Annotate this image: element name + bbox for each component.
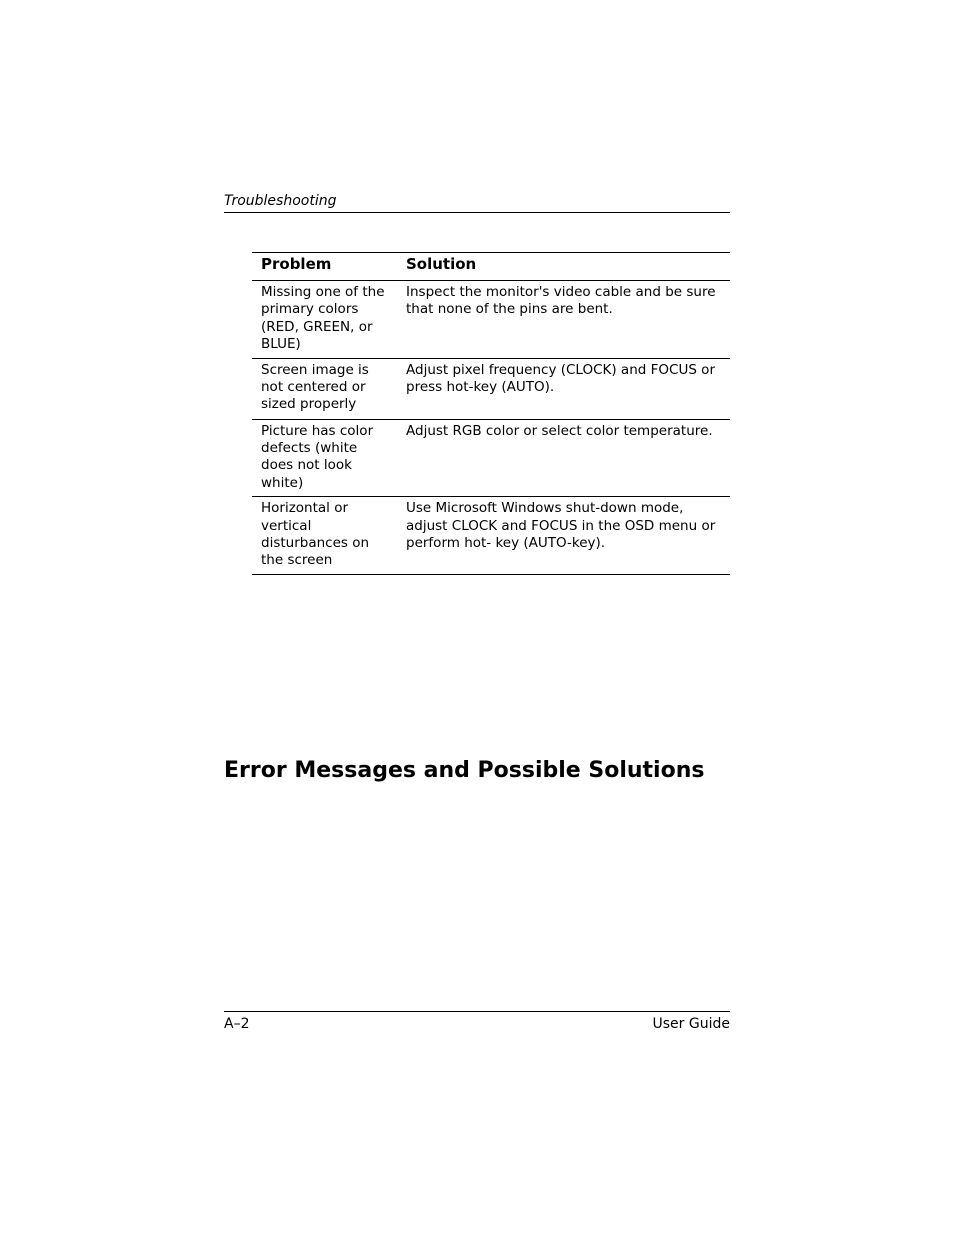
problem-cell: Screen image is not centered or sized properly (252, 358, 397, 419)
table-row (252, 497, 730, 575)
table-row (252, 281, 730, 359)
solution-cell: Adjust RGB color or select color temperature. (397, 419, 730, 497)
table-row (252, 358, 730, 419)
running-footer (224, 1011, 730, 1034)
section-heading: Error Messages and Possible Solutions (224, 758, 705, 783)
problem-cell: Horizontal or vertical disturbances on the screen (252, 497, 397, 575)
table-row (252, 419, 730, 497)
document-title: User Guide (652, 1016, 730, 1032)
table-header-row (252, 253, 730, 281)
column-header-solution: Solution (397, 253, 730, 281)
solution-cell: Use Microsoft Windows shut-down mode, adjust CLOCK and FOCUS in the OSD menu or perform hot- key (AUTO-key). (397, 497, 730, 575)
page-number: A–2 (224, 1016, 250, 1032)
column-header-problem: Problem (252, 253, 397, 281)
problem-cell: Missing one of the primary colors (RED, GREEN, or BLUE) (252, 281, 397, 359)
solution-cell: Adjust pixel frequency (CLOCK) and FOCUS or press hot-key (AUTO). (397, 358, 730, 419)
running-header (224, 190, 730, 213)
running-header-title: Troubleshooting (224, 193, 337, 209)
troubleshooting-table (252, 252, 730, 575)
problem-cell: Picture has color defects (white does not look white) (252, 419, 397, 497)
solution-cell: Inspect the monitor's video cable and be sure that none of the pins are bent. (397, 281, 730, 359)
